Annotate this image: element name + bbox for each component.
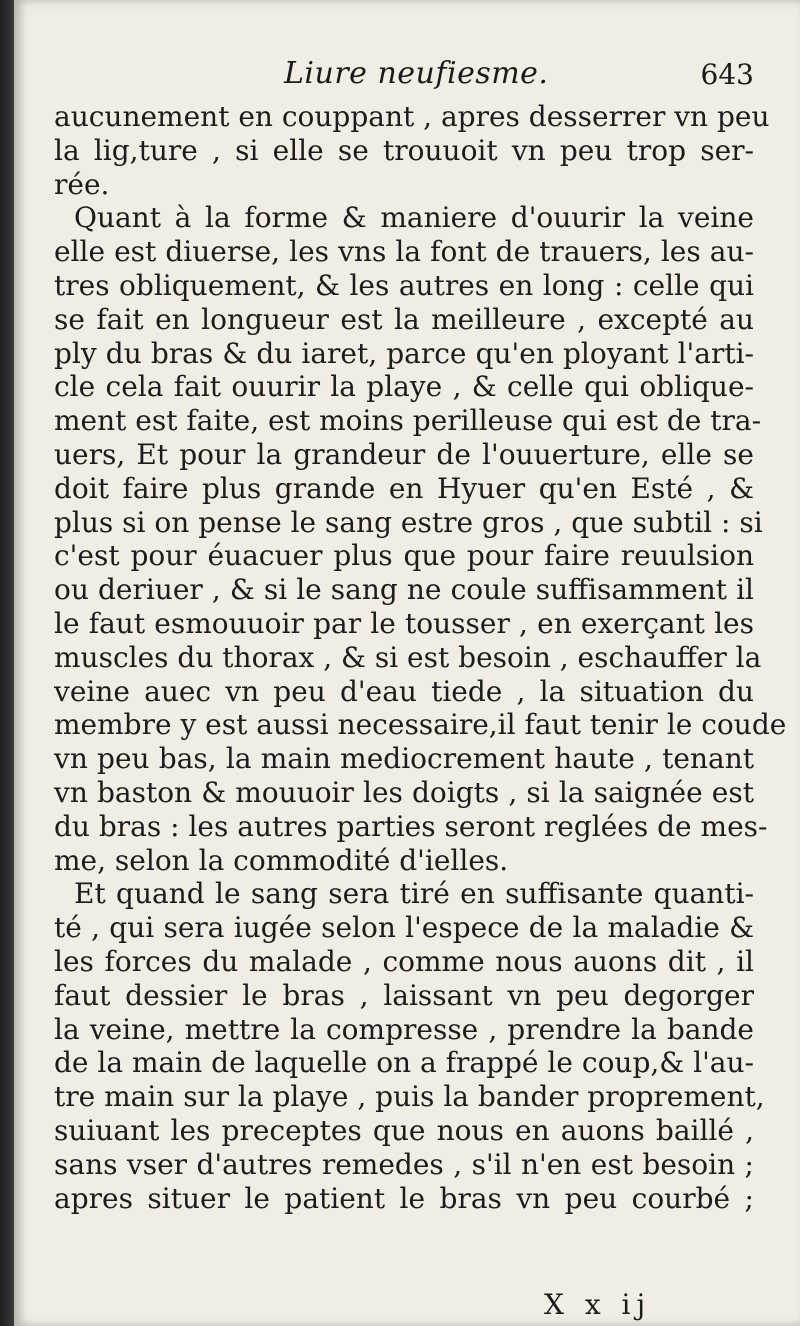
text-line: aucunement en couppant , apres desserrer vn peu: [54, 100, 770, 133]
text-line: apres situer le patient le bras vn peu courbé ;: [54, 1181, 754, 1215]
text-line: suiuant les preceptes que nous en auons baillé ,: [54, 1113, 754, 1147]
text-line: doit faire plus grande en Hyuer qu'en Esté , &: [54, 471, 754, 505]
text-line: tres obliquement, & les autres en long : celle qui: [54, 268, 754, 302]
body-text: [54, 100, 787, 1215]
text-line: uers, Et pour la grandeur de l'ouuerture, elle se: [54, 437, 754, 471]
text-line: ment est faite, est moins perilleuse qui est de tra-: [54, 404, 762, 438]
text-line: faut dessier le bras , laissant vn peu degorger: [54, 978, 754, 1012]
text-line: vn baston & mouuoir les doigts , si la saignée est: [54, 775, 754, 809]
text-line: tre main sur la playe , puis la bander proprement,: [54, 1080, 765, 1114]
text-line: la veine, mettre la compresse , prendre la bande: [54, 1012, 754, 1046]
text-line: les forces du malade , comme nous auons dit , il: [54, 944, 754, 978]
page-number: 643: [700, 58, 754, 91]
signature-mark: X x ij: [544, 1288, 652, 1321]
binding-edge: [0, 0, 14, 1326]
text-line: membre y est aussi necessaire,il faut tenir le coude: [54, 708, 787, 742]
text-line: ply du bras & du iaret, parce qu'en ployant l'arti-: [54, 336, 754, 370]
text-line: Quant à la forme & maniere d'ouurir la veine: [74, 201, 754, 235]
text-line: vn peu bas, la main mediocrement haute , tenant: [54, 742, 754, 776]
text-line: se fait en longueur est la meilleure , excepté au: [54, 302, 754, 336]
text-line: c'est pour éuacuer plus que pour faire reuulsion: [54, 539, 754, 573]
text-line: du bras : les autres parties seront reglées de mes-: [54, 809, 768, 843]
text-line: me, selon la commodité d'ielles.: [54, 843, 509, 877]
text-line: rée.: [54, 167, 110, 201]
text-line: sans vser d'autres remedes , s'il n'en est besoin ;: [54, 1147, 754, 1181]
book-page: [14, 0, 800, 1326]
text-line: veine auec vn peu d'eau tiede , la situation du: [54, 674, 754, 708]
text-line: plus si on pense le sang estre gros , que subtil : si: [54, 505, 763, 539]
text-line: la lig,ture , si elle se trouuoit vn peu trop ser-: [54, 133, 754, 167]
text-line: té , qui sera iugée selon l'espece de la maladie &: [54, 911, 754, 945]
text-line: cle cela fait ouurir la playe , & celle qui oblique-: [54, 370, 754, 404]
text-line: elle est diuerse, les vns la font de trauers, les au-: [54, 235, 754, 269]
text-line: muscles du thorax , & si est besoin , eschauffer la: [54, 640, 762, 674]
text-line: ou deriuer , & si le sang ne coule suffisamment il: [54, 573, 754, 607]
running-head: Liure neufiesme.: [284, 56, 549, 91]
text-line: le faut esmouuoir par le tousser , en exerçant les: [54, 606, 754, 640]
text-line: Et quand le sang sera tiré en suffisante quanti-: [74, 877, 754, 911]
page-header: [54, 48, 774, 98]
text-line: de la main de laquelle on a frappé le coup,& l'au-: [54, 1046, 754, 1080]
